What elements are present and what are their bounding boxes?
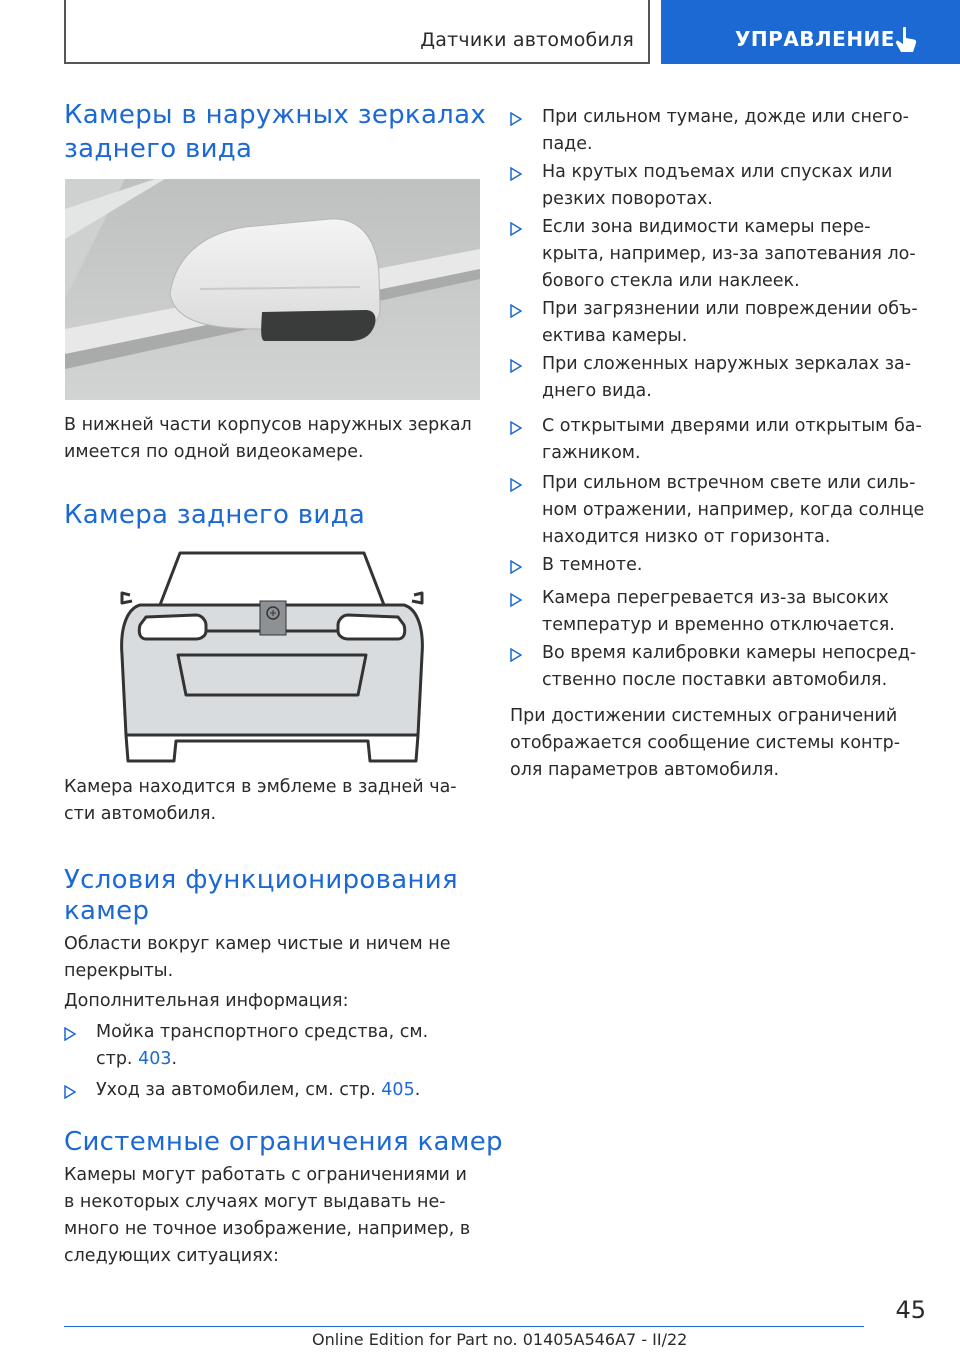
list-item-text: ном отражении, например, когда солнце xyxy=(542,500,925,520)
paragraph-info: Дополнительная информация: xyxy=(64,991,349,1011)
list-item-text: резких поворотах. xyxy=(542,189,713,209)
paragraph-closing-3: оля параметров автомобиля. xyxy=(510,760,780,780)
hand-pointer-icon xyxy=(894,26,920,54)
bullet-triangle-icon xyxy=(510,421,522,435)
bullet-triangle-icon xyxy=(510,112,522,126)
bullet-triangle-icon xyxy=(64,1027,76,1041)
list-item-text: При сильном тумане, дожде или снего- xyxy=(542,107,909,127)
list-item-text: стр. 403. xyxy=(96,1049,178,1069)
paragraph-conditions-2: перекрыты. xyxy=(64,961,174,981)
paragraph-limits-4: следующих ситуациях: xyxy=(64,1246,279,1266)
heading-rear-camera: Камера заднего вида xyxy=(64,500,366,530)
mirror-camera-illustration xyxy=(65,179,480,400)
page-link[interactable]: 405 xyxy=(381,1080,415,1100)
paragraph-closing-1: При достижении системных ограничений xyxy=(510,706,898,726)
list-item-text: Если зона видимости камеры пере- xyxy=(542,217,871,237)
bullet-triangle-icon xyxy=(510,560,522,574)
chapter-tab-label: УПРАВЛЕНИЕ xyxy=(735,27,895,51)
heading-limits: Системные ограничения камер xyxy=(64,1127,503,1157)
list-item xyxy=(64,1019,464,1075)
bullet-triangle-icon xyxy=(510,359,522,373)
list-item-text: температур и временно отключается. xyxy=(542,615,895,635)
bullet-triangle-icon xyxy=(510,648,522,662)
rear-camera-illustration xyxy=(118,545,426,767)
list-item-text: Уход за автомобилем, см. стр. 405. xyxy=(96,1080,421,1100)
list-item-text: Мойка транспортного средства, см. xyxy=(96,1022,429,1042)
list-item-text: При сильном встречном свете или силь- xyxy=(542,473,916,493)
bullet-triangle-icon xyxy=(510,593,522,607)
list-item-text: На крутых подъемах или спусках или xyxy=(542,162,893,182)
heading-conditions-1: Условия функционирования xyxy=(64,865,458,895)
list-item-text: В темноте. xyxy=(542,555,643,575)
list-item-text: При загрязнении или повреждении объ- xyxy=(542,299,918,319)
footer-divider xyxy=(64,1326,864,1327)
edition-note: Online Edition for Part no. 01405A546A7 - II/22 xyxy=(312,1330,688,1349)
list-item-text: паде. xyxy=(542,134,593,154)
list-item-text: гажником. xyxy=(542,443,641,463)
list-item-text: бового стекла или наклеек. xyxy=(542,271,800,291)
bullet-triangle-icon xyxy=(510,167,522,181)
list-item xyxy=(64,1077,464,1105)
list-item-text: Камера перегревается из-за высоких xyxy=(542,588,889,608)
paragraph-rear-2: сти автомобиля. xyxy=(64,804,217,824)
heading-mirror-cameras-2: заднего вида xyxy=(64,134,253,164)
page-number: 45 xyxy=(895,1296,926,1324)
list-item-text: Во время калибровки камеры непосред- xyxy=(542,643,917,663)
paragraph-limits-3: много не точное изображение, например, в xyxy=(64,1219,471,1239)
list-item-text: крыта, например, из-за запотевания ло- xyxy=(542,244,916,264)
heading-mirror-cameras-1: Камеры в наружных зеркалах xyxy=(64,100,487,130)
list-item-text: днего вида. xyxy=(542,381,652,401)
bullet-triangle-icon xyxy=(510,222,522,236)
bullet-triangle-icon xyxy=(510,478,522,492)
list-item-text: С открытыми дверями или открытым ба- xyxy=(542,416,922,436)
bullet-triangle-icon xyxy=(64,1085,76,1099)
paragraph-limits-1: Камеры могут работать с ограничениями и xyxy=(64,1165,467,1185)
section-title: Датчики автомобиля xyxy=(420,29,634,51)
paragraph-closing-2: отображается сообщение системы контр- xyxy=(510,733,901,753)
heading-conditions-2: камер xyxy=(64,896,150,926)
list-item-text: ектива камеры. xyxy=(542,326,688,346)
paragraph-limits-2: в некоторых случаях могут выдавать не- xyxy=(64,1192,446,1212)
page-link[interactable]: 403 xyxy=(138,1049,172,1069)
bullet-triangle-icon xyxy=(510,304,522,318)
list-item-text: При сложенных наружных зеркалах за- xyxy=(542,354,912,374)
list-item-text: ственно после поставки автомобиля. xyxy=(542,670,888,690)
header-box xyxy=(64,0,650,64)
paragraph-mirror-1: В нижней части корпусов наружных зеркал xyxy=(64,415,472,435)
list-item xyxy=(510,470,930,554)
list-item xyxy=(510,214,930,298)
paragraph-mirror-2: имеется по одной видеокамере. xyxy=(64,442,364,462)
list-item-text: находится низко от горизонта. xyxy=(542,527,831,547)
paragraph-conditions-1: Области вокруг камер чистые и ничем не xyxy=(64,934,451,954)
paragraph-rear-1: Камера находится в эмблеме в задней ча- xyxy=(64,777,457,797)
